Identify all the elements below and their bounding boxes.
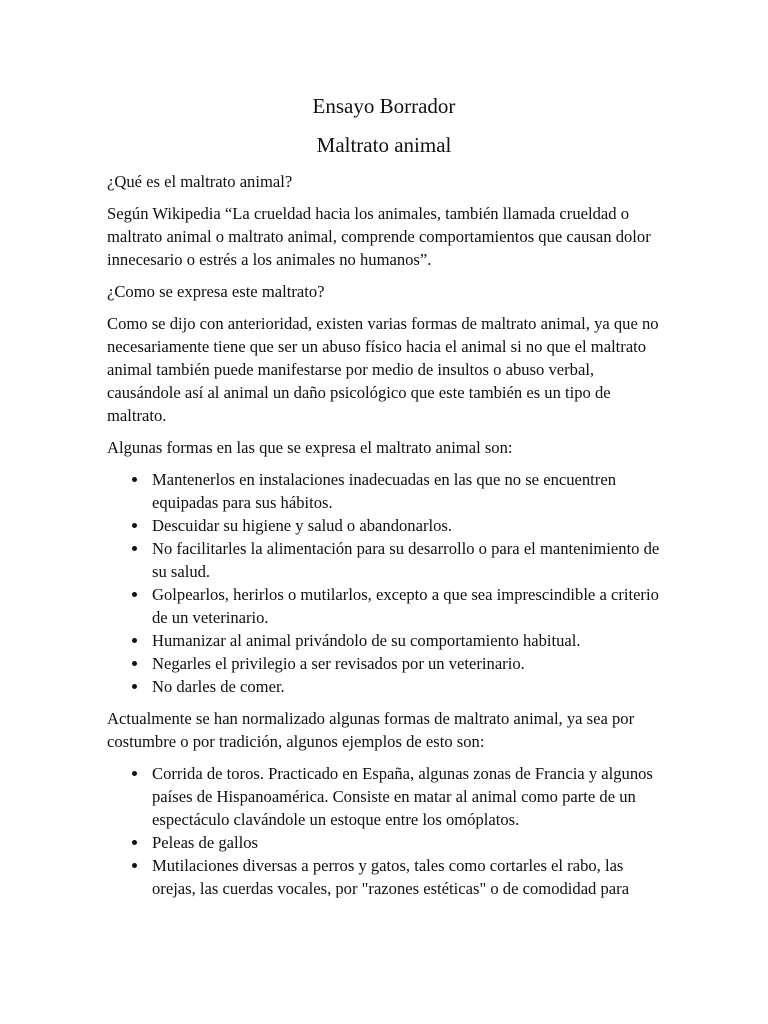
bullet-icon	[132, 661, 137, 666]
bullet-icon	[132, 546, 137, 551]
list-item: Peleas de gallos	[152, 831, 667, 854]
bullet-icon	[132, 592, 137, 597]
paragraph: Actualmente se han normalizado algunas formas de maltrato animal, ya sea por costumbre o por tradición, algunos ejemplos de esto son:	[107, 709, 635, 751]
list-item: Golpearlos, herirlos o mutilarlos, excepto a que sea imprescindible a criterio de un veterinario.	[152, 583, 667, 629]
bullet-icon	[132, 863, 137, 868]
bullet-icon	[132, 840, 137, 845]
list-item: Corrida de toros. Practicado en España, algunas zonas de Francia y algunos países de Hispanoamérica. Consiste en matar al animal como parte de un espectáculo clavándole un estoque entre los omóplatos.	[152, 762, 667, 831]
document-body	[107, 170, 667, 909]
bullet-icon	[132, 523, 137, 528]
bullet-list	[107, 468, 667, 698]
bullet-icon	[132, 771, 137, 776]
list-item: No darles de comer.	[152, 675, 667, 698]
list-item: Mantenerlos en instalaciones inadecuadas en las que no se encuentren equipadas para sus hábitos.	[152, 468, 667, 514]
bullet-icon	[132, 477, 137, 482]
list-item: Descuidar su higiene y salud o abandonarlos.	[152, 514, 667, 537]
list-item: No facilitarles la alimentación para su desarrollo o para el mantenimiento de su salud.	[152, 537, 667, 583]
bullet-list	[107, 762, 667, 900]
paragraph: Algunas formas en las que se expresa el maltrato animal son:	[107, 438, 513, 457]
document-subtitle: Maltrato animal	[316, 133, 452, 157]
question-heading: ¿Como se expresa este maltrato?	[107, 282, 325, 301]
paragraph: Como se dijo con anterioridad, existen varias formas de maltrato animal, ya que no necesariamente tiene que ser un abuso físico hacia el animal si no que el maltrato animal también puede manifestarse por medio de insultos o abuso verbal, causándole así al animal un daño psicológico que este también es un tipo de maltrato.	[107, 314, 659, 425]
list-item: Negarles el privilegio a ser revisados por un veterinario.	[152, 652, 667, 675]
paragraph: Según Wikipedia “La crueldad hacia los animales, también llamada crueldad o maltrato animal o maltrato animal, comprende comportamientos que causan dolor innecesario o estrés a los animales no humanos”.	[107, 204, 651, 269]
bullet-icon	[132, 638, 137, 643]
question-heading: ¿Qué es el maltrato animal?	[107, 172, 293, 191]
bullet-icon	[132, 684, 137, 689]
list-item: Mutilaciones diversas a perros y gatos, tales como cortarles el rabo, las orejas, las cuerdas vocales, por "razones estéticas" o de comodidad para	[152, 854, 667, 900]
list-item: Humanizar al animal privándolo de su comportamiento habitual.	[152, 629, 667, 652]
document-title: Ensayo Borrador	[312, 94, 456, 118]
